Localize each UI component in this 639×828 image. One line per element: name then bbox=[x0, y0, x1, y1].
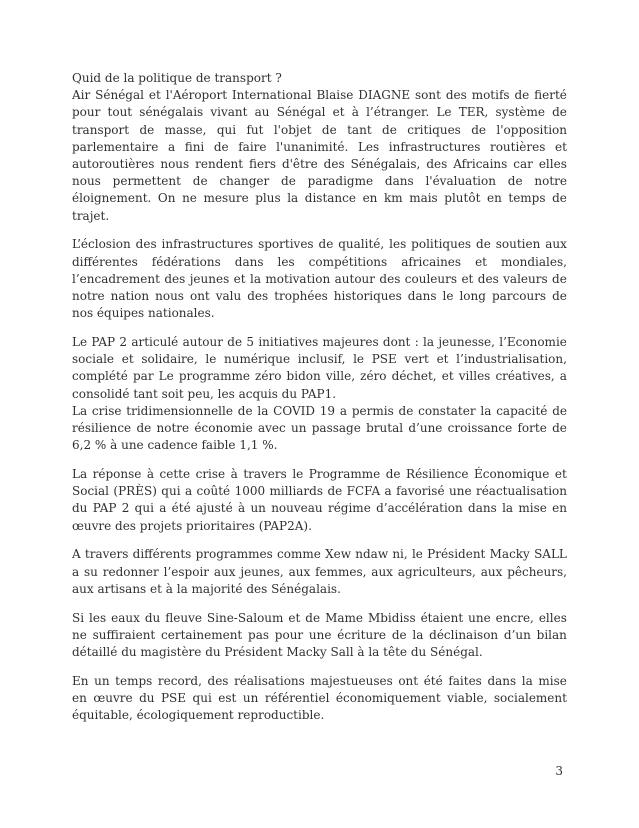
text-line: sociale et solidaire, le numérique inclusif, le PSE vert et l’industrialisation, bbox=[72, 352, 567, 367]
paragraph-block bbox=[72, 546, 567, 598]
text-line: nous permettent de changer de paradigme dans l'évaluation de notre bbox=[72, 174, 567, 189]
paragraph bbox=[72, 466, 567, 535]
text-line: œuvre des projets prioritaires (PAP2A). bbox=[72, 518, 312, 533]
text-line: pour tout sénégalais vivant au Sénégal et à l’étranger. Le TER, système de bbox=[72, 105, 567, 120]
text-line: ne suffiraient certainement pas pour une écriture de la déclinaison d’un bilan bbox=[72, 627, 567, 642]
paragraph bbox=[72, 673, 567, 725]
text-line: La réponse à cette crise à travers le Programme de Résilience Économique et bbox=[72, 467, 567, 482]
text-line: différentes fédérations dans les compétitions africaines et mondiales, bbox=[72, 254, 567, 269]
text-line: consolidé tant soit peu, les acquis du PAP1. bbox=[72, 386, 337, 401]
text-line: complété par Le programme zéro bidon ville, zéro déchet, et villes créatives, a bbox=[72, 369, 567, 384]
paragraph-block bbox=[72, 466, 567, 535]
text-line: En un temps record, des réalisations majestueuses ont été faites dans la mise bbox=[72, 673, 567, 688]
text-line: Si les eaux du fleuve Sine-Saloum et de Mame Mbidiss étaient une encre, elles bbox=[72, 610, 567, 625]
text-line: autoroutières nous rendent fiers d'être des Sénégalais, des Africains car elles bbox=[72, 157, 567, 172]
text-line: parlementaire a fini de faire l'unanimité. Les infrastructures routières et bbox=[72, 139, 567, 154]
text-line: a su redonner l’espoir aux jeunes, aux femmes, aux agriculteurs, aux pêcheurs, bbox=[72, 564, 567, 579]
text-line: résilience de notre économie avec un passage brutal d’une croissance forte de bbox=[72, 421, 567, 436]
paragraph bbox=[72, 236, 567, 322]
text-line: équitable, écologiquement reproductible. bbox=[72, 708, 325, 723]
text-line: Social (PRÈS) qui a coûté 1000 milliards de FCFA a favorisé une réactualisation bbox=[72, 484, 567, 499]
text-line: aux artisans et à la majorité des Sénégalais. bbox=[72, 581, 341, 596]
text-line: éloignement. On ne mesure plus la distance en km mais plutôt en temps de bbox=[72, 191, 567, 206]
text-line: Le PAP 2 articulé autour de 5 initiatives majeures dont : la jeunesse, l’Economie bbox=[72, 335, 567, 350]
paragraph-block bbox=[72, 236, 567, 322]
text-line: du PAP 2 qui a été ajusté à un nouveau régime d’accélération dans la mise en bbox=[72, 501, 567, 516]
page-number: 3 bbox=[555, 764, 563, 778]
text-line: détaillé du magistère du Président Macky Sall à la tête du Sénégal. bbox=[72, 645, 483, 660]
paragraph bbox=[72, 70, 567, 87]
text-line: 6,2 % à une cadence faible 1,1 %. bbox=[72, 438, 278, 453]
text-line: l’encadrement des jeunes et la motivation autour des couleurs et des valeurs de bbox=[72, 271, 567, 286]
text-line: en œuvre du PSE qui est un référentiel économiquement viable, socialement bbox=[72, 691, 567, 706]
text-line: Air Sénégal et l'Aéroport International Blaise DIAGNE sont des motifs de fierté bbox=[72, 88, 567, 103]
text-line: trajet. bbox=[72, 208, 110, 223]
text-line: transport de masse, qui fut l'objet de tant de critiques de l'opposition bbox=[72, 122, 567, 137]
text-line: A travers différents programmes comme Xew ndaw ni, le Président Macky SALL bbox=[72, 547, 567, 562]
text-line: La crise tridimensionnelle de la COVID 19 a permis de constater la capacité de bbox=[72, 403, 567, 418]
paragraph bbox=[72, 87, 567, 225]
paragraph-block bbox=[72, 70, 567, 225]
paragraph bbox=[72, 334, 567, 403]
paragraph-block bbox=[72, 610, 567, 662]
text-line: nos équipes nationales. bbox=[72, 306, 215, 321]
paragraph bbox=[72, 403, 567, 455]
page-content bbox=[72, 70, 567, 724]
paragraph-block bbox=[72, 673, 567, 725]
paragraph bbox=[72, 546, 567, 598]
question-line: Quid de la politique de transport ? bbox=[72, 71, 282, 85]
paragraph bbox=[72, 610, 567, 662]
text-line: notre nation nous ont valu des trophées historiques dans le long parcours de bbox=[72, 289, 567, 304]
text-line: L’éclosion des infrastructures sportives de qualité, les politiques de soutien aux bbox=[72, 237, 567, 252]
paragraph-block bbox=[72, 334, 567, 454]
